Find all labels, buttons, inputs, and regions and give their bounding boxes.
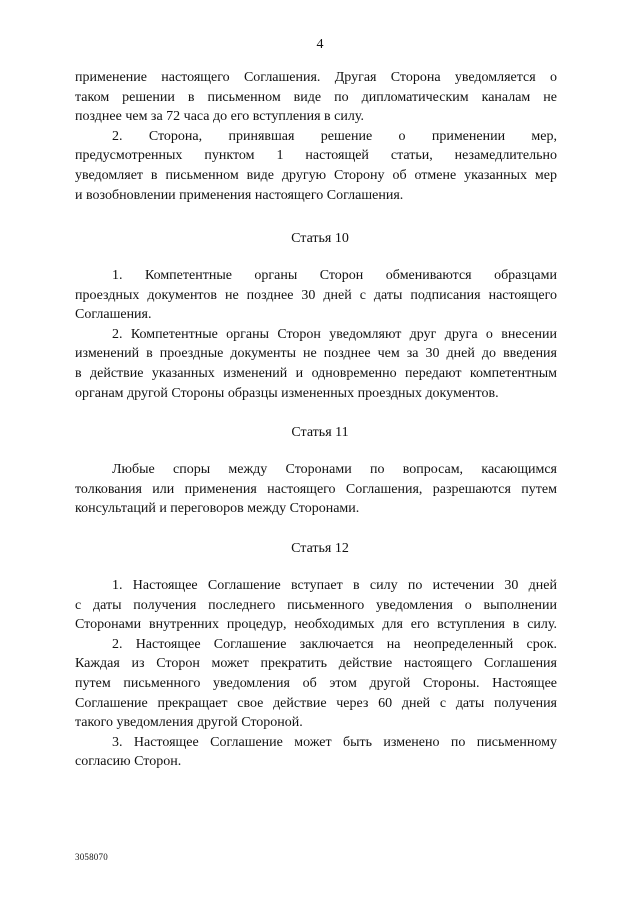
page-number: 4 <box>316 37 324 52</box>
text-line: 2. Компетентные органы Сторон уведомляют друг друга о внесении <box>112 326 557 342</box>
article-11-heading: Статья 11 <box>291 425 349 440</box>
text-line: и возобновлении применения настоящего Соглашения. <box>75 187 404 203</box>
text-line: Каждая из Сторон может прекратить действие настоящего Соглашения <box>75 656 557 672</box>
text-line: толкования или применения настоящего Соглашения, разрешаются путем <box>75 481 557 497</box>
text-line: 1. Настоящее Соглашение вступает в силу по истечении 30 дней <box>112 578 557 593</box>
text-line: предусмотренных пунктом 1 настоящей статьи, незамедлительно <box>75 148 557 164</box>
intro-paragraphs <box>75 68 557 205</box>
text-line: изменений в проездные документы не позднее чем за 30 дней до введения <box>75 346 557 362</box>
text-line: такого уведомления другой Стороной. <box>75 715 303 731</box>
text-line: 2. Сторона, принявшая решение о применении мер, <box>112 128 557 144</box>
text-line: уведомляет в письменном виде другую Сторону об отмене указанных мер <box>75 167 557 183</box>
text-line: органам другой Стороны образцы измененных проездных документов. <box>75 385 499 401</box>
article-12-heading: Статья 12 <box>291 541 349 556</box>
text-line: применение настоящего Соглашения. Другая Сторона уведомляется о <box>75 70 557 85</box>
text-line: таком решении в письменном виде по дипломатическим каналам не <box>75 89 557 105</box>
text-line: 2. Настоящее Соглашение заключается на неопределенный срок. <box>112 636 557 652</box>
text-line: проездных документов не позднее 30 дней с даты подписания настоящего <box>75 287 557 303</box>
text-line: с даты получения последнего письменного уведомления о выполнении <box>75 597 557 613</box>
article-10-body <box>75 266 557 403</box>
text-line: Сторонами внутренних процедур, необходимых для его вступления в силу. <box>75 617 557 633</box>
text-line: Соглашение прекращает свое действие через 60 дней с даты получения <box>75 695 557 711</box>
article-12-body <box>75 576 557 772</box>
document-id: 3058070 <box>75 852 108 862</box>
text-line: путем письменного уведомления об этом другой Стороны. Настоящее <box>75 675 557 691</box>
text-line: Любые споры между Сторонами по вопросам, касающимся <box>112 462 557 477</box>
text-line: Соглашения. <box>75 307 152 323</box>
text-line: 3. Настоящее Соглашение может быть изменено по письменному <box>112 734 557 750</box>
text-line: в действие указанных изменений и одновременно передают компетентным <box>75 365 557 381</box>
article-10-heading: Статья 10 <box>291 231 349 246</box>
text-line: консультаций и переговоров между Сторонами. <box>75 501 360 517</box>
text-line: 1. Компетентные органы Сторон обмениваются образцами <box>112 268 557 283</box>
text-line: позднее чем за 72 часа до его вступления в силу. <box>75 109 364 125</box>
text-line: согласию Сторон. <box>75 754 182 770</box>
article-11-body <box>75 460 557 519</box>
